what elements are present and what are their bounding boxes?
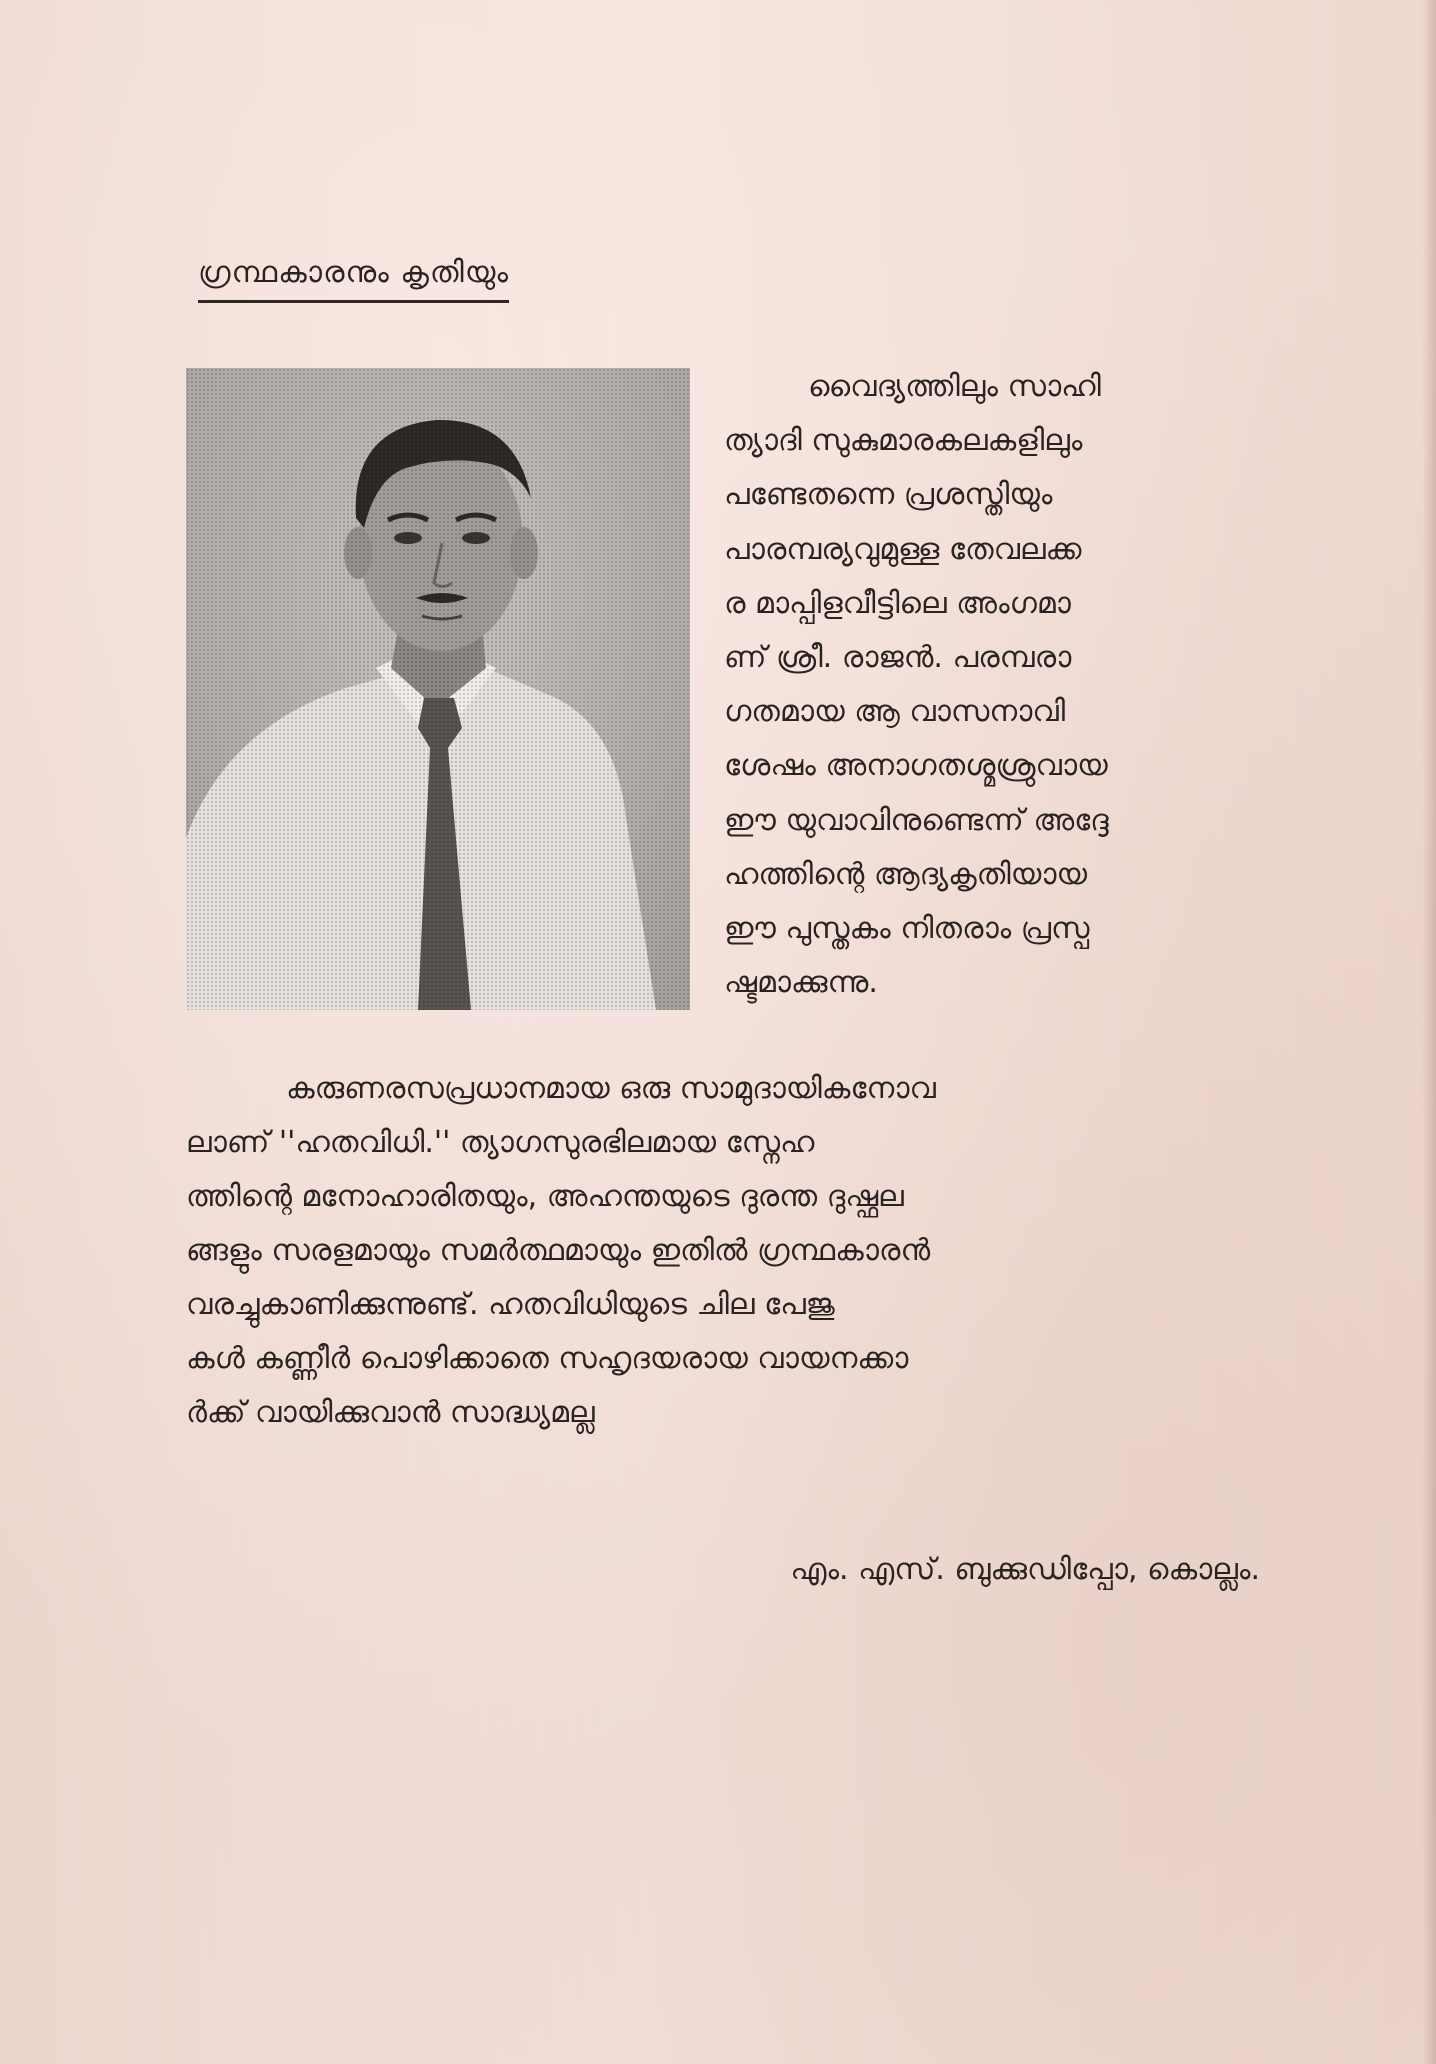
body-line: വരച്ചുകാണിക്കുന്നുണ്ട്. ഹതവിധിയുടെ ചില പേജു xyxy=(186,1287,835,1322)
body-line: ങ്ങളും സരളമായും സമർത്ഥമായും ഇതിൽ ഗ്രന്ഥകാരൻ xyxy=(186,1233,931,1268)
intro-line: വൈദ്യത്തിലും സാഹി xyxy=(808,369,1101,404)
author-photo xyxy=(186,368,690,1010)
intro-line: ഈ യുവാവിനുണ്ടെന്ന് അദ്ദേ xyxy=(724,802,1109,838)
section-heading: ഗ്രന്ഥകാരനും കൃതിയും xyxy=(198,255,509,303)
intro-paragraph xyxy=(724,360,1262,1010)
intro-line: പണ്ടേതന്നെ പ്രശസ്തിയും xyxy=(724,477,1053,513)
intro-line: ഈ പുസ്തകം നിതരാം പ്രസ്പ xyxy=(724,911,1090,947)
publisher-signature: എം. എസ്. ബുക്കുഡിപ്പോ, കൊല്ലം. xyxy=(790,1552,1260,1587)
body-line: കരുണരസപ്രധാനമായ ഒരു സാമുദായികനോവ xyxy=(286,1071,936,1106)
intro-line: ര മാപ്പിളവീട്ടിലെ അംഗമാ xyxy=(724,585,1071,621)
body-line: ർക്ക് വായിക്കുവാൻ സാദ്ധ്യമല്ല xyxy=(186,1395,595,1430)
intro-line: ണ് ശ്രീ. രാജൻ. പരമ്പരാ xyxy=(724,640,1072,676)
intro-line: ശേഷം അനാഗതശ്മശ്രുവായ xyxy=(724,748,1108,784)
intro-line: ത്യാദി സുകുമാരകലകളിലും xyxy=(724,423,1083,459)
body-line: ത്തിന്റെ മനോഹാരിതയും, അഹന്തയുടെ ദുരന്ത ദുഷ്ഫല xyxy=(186,1179,904,1214)
intro-line: ഷ്ടമാക്കുന്നു. xyxy=(724,965,878,1001)
intro-line: പാരമ്പര്യവുമുള്ള തേവലക്ക xyxy=(724,531,1082,567)
intro-line: ഹത്തിന്റെ ആദ്യകൃതിയായ xyxy=(724,856,1088,892)
body-line: കൾ കണ്ണീർ പൊഴിക്കാതെ സഹൃദയരായ വായനക്കാ xyxy=(186,1341,909,1376)
body-paragraph xyxy=(186,1062,1262,1440)
body-line: ലാണ് ''ഹതവിധി.'' ത്യാഗസുരഭിലമായ സ്നേഹ xyxy=(186,1125,815,1160)
intro-line: ഗതമായ ആ വാസനാവി xyxy=(724,694,1066,730)
page-edge-shadow xyxy=(1422,0,1436,2064)
